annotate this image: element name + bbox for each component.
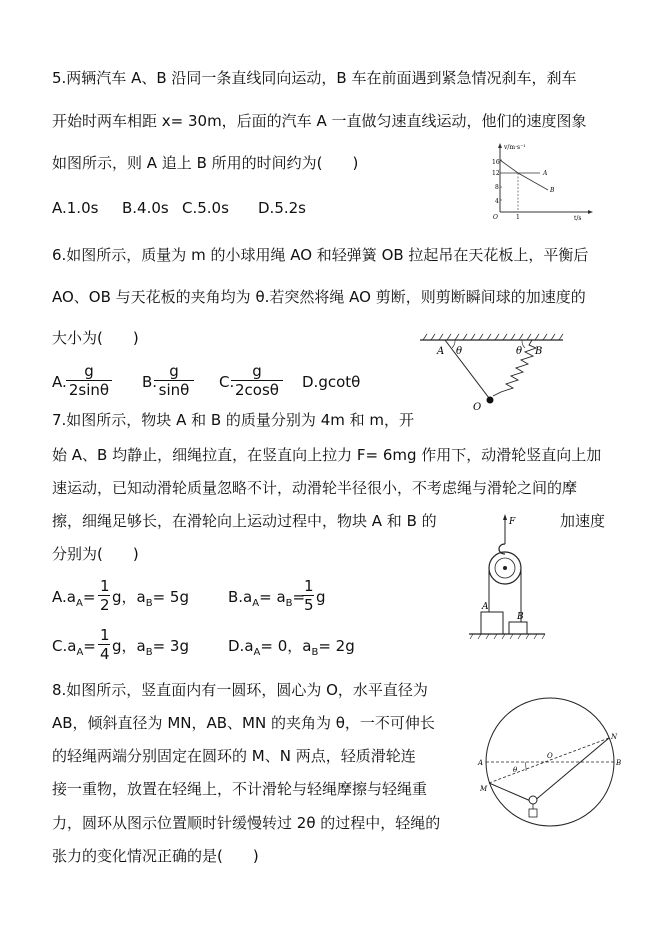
q7-line5: 分别为( )	[52, 545, 139, 563]
q7-option-a-fraction: $\frac{1}{2}$	[100, 577, 110, 614]
q7-option-a-rest: g，$a_B= 5g$	[112, 588, 189, 609]
q5-graph-y-tick: 12	[492, 170, 500, 177]
q8-figure-label-b: B	[616, 759, 622, 767]
q5-graph-line-label: A	[543, 170, 548, 177]
q7-figure-label-f: F	[509, 517, 516, 527]
q6-figure-label-theta: θ	[456, 346, 463, 357]
q6-option-b-numerator: g	[154, 362, 194, 381]
q7-option-b: $B.a_A= a_B=$	[228, 588, 306, 609]
q5-option-c: C.5.0s	[182, 199, 229, 217]
q7-option-d: $D.a_A= 0$，$a_B= 2g$	[228, 637, 355, 658]
q5-graph-y-tick: 4	[495, 198, 499, 205]
q5-velocity-graph	[478, 140, 598, 222]
q5-option-a: A.1.0s	[52, 199, 99, 217]
q6-line3: 大小为( )	[52, 329, 139, 347]
q7-option-c-rest: g，$a_B= 3g$	[112, 637, 189, 658]
q6-option-a-label: A.	[52, 373, 67, 391]
q8-line2: AB，倾斜直径为 MN，AB、MN 的夹角为 θ，一不可伸长	[52, 714, 435, 732]
q7-option-a: $A.a_A=$	[52, 588, 96, 609]
q6-figure-label-b: B	[535, 346, 543, 357]
q6-line1: 6.如图所示，质量为 m 的小球用绳 AO 和轻弹簧 OB 拉起吊在天花板上，平衡后	[52, 246, 589, 264]
q7-option-c-fraction: $\frac{1}{4}$	[100, 626, 110, 663]
q7-option-b-fraction: $\frac{1}{5}$	[304, 577, 314, 614]
q7-pulley-figure	[465, 512, 555, 644]
q8-line5: 力，圆环从图示位置顺时针缓慢转过 2θ 的过程中，轻绳的	[52, 814, 441, 832]
q7-line4: 擦，细绳足够长，在滑轮向上运动过程中，物块 A 和 B 的	[52, 512, 437, 530]
q5-graph-y-unit: v/m·s⁻¹	[504, 144, 526, 151]
q8-figure-label-m: M	[480, 785, 488, 793]
q5-graph-x-unit: t/s	[574, 215, 582, 222]
q5-graph-origin: O	[493, 214, 498, 221]
q7-line3: 速运动，已知动滑轮质量忽略不计，动滑轮半径很小，不考虑绳与滑轮之间的摩	[52, 479, 578, 497]
q6-figure-label-o: O	[473, 402, 482, 413]
q5-graph-line-label: B	[550, 187, 555, 194]
q5-line3: 如图所示，则 A 追上 B 所用的时间约为( )	[52, 154, 359, 172]
q8-figure-label-o: O	[547, 752, 553, 760]
q7-figure-label-b: B	[517, 612, 524, 622]
q8-line6: 张力的变化情况正确的是( )	[52, 847, 259, 865]
q6-option-c-numerator: g	[231, 362, 283, 381]
q7-line4-end: 加速度	[560, 512, 606, 530]
q7-line2: 始 A、B 均静止，细绳拉直，在竖直向上拉力 F= 6mg 作用下，动滑轮竖直向上加	[52, 446, 602, 464]
q6-option-c-denominator: 2cosθ	[235, 381, 279, 399]
q6-figure-label-a: A	[437, 346, 445, 357]
q5-option-b: B.4.0s	[122, 199, 169, 217]
q5-graph-y-tick: 8	[495, 184, 499, 191]
q7-option-c: $C.a_A=$	[52, 637, 96, 658]
q8-line4: 接一重物，放置在轻绳上，不计滑轮与轻绳摩擦与轻绳重	[52, 780, 428, 798]
q7-option-b-rest: g	[316, 588, 326, 606]
q5-line2: 开始时两车相距 x= 30m，后面的汽车 A 一直做匀速直线运动，他们的速度图象	[52, 112, 587, 130]
q6-option-c-label: C.	[219, 373, 235, 391]
q6-option-d: D.gcotθ	[302, 373, 361, 391]
q8-figure-label-n: N	[611, 733, 618, 741]
q6-figure	[415, 328, 570, 414]
q6-option-a-numerator: g	[66, 362, 112, 381]
q8-figure-label-theta: θ	[513, 766, 518, 774]
q6-option-b-denominator: sinθ	[158, 381, 190, 399]
q8-line1: 8.如图所示，竖直面内有一圆环，圆心为 O，水平直径为	[52, 681, 428, 699]
q8-line3: 的轻绳两端分别固定在圆环的 M、N 两点，轻质滑轮连	[52, 747, 416, 765]
q7-figure-label-a: A	[482, 602, 489, 612]
q6-line2: AO、OB 与天花板的夹角均为 θ.若突然将绳 AO 剪断，则剪断瞬间球的加速度的	[52, 288, 586, 306]
q6-option-c-fraction	[231, 362, 283, 399]
q5-graph-y-tick: 16	[492, 159, 500, 166]
q6-option-b-label: B.	[142, 373, 158, 391]
q5-line1: 5.两辆汽车 A、B 沿同一条直线同向运动，B 车在前面遇到紧急情况刹车，刹车	[52, 69, 577, 87]
q6-option-b-fraction	[154, 362, 194, 399]
q5-graph-x-tick: 1	[516, 214, 520, 221]
q5-option-d: D.5.2s	[258, 199, 306, 217]
q8-ring-figure	[475, 690, 625, 840]
q6-figure-label-theta: θ	[516, 346, 523, 357]
q6-option-a-denominator: 2sinθ	[68, 381, 110, 399]
q7-line1: 7.如图所示，物块 A 和 B 的质量分别为 4m 和 m，开	[52, 411, 415, 429]
q6-option-a-fraction	[66, 362, 112, 399]
q8-figure-label-a: A	[478, 759, 484, 767]
